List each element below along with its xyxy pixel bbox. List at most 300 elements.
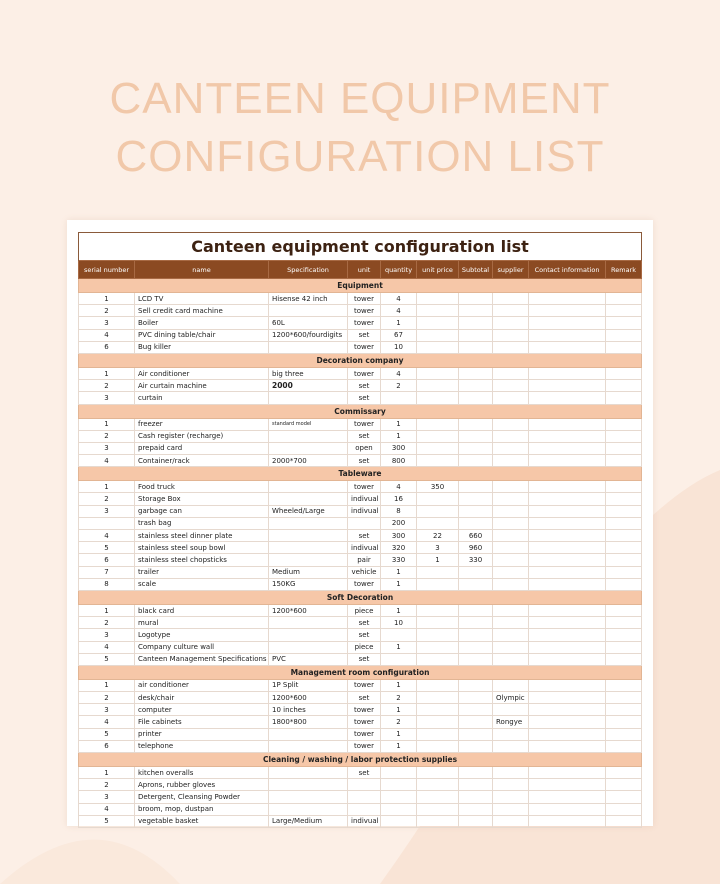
table-cell — [417, 617, 459, 629]
table-cell: mural — [135, 617, 269, 629]
table-cell — [606, 392, 642, 404]
table-cell — [493, 392, 529, 404]
table-cell: 5 — [79, 653, 135, 665]
table-cell: 300 — [381, 442, 417, 454]
table-cell — [417, 578, 459, 590]
hero-title — [0, 70, 720, 186]
table-cell — [459, 341, 493, 353]
table-cell — [348, 517, 381, 529]
table-cell — [269, 629, 348, 641]
table-cell: 200 — [381, 517, 417, 529]
table-cell — [269, 517, 348, 529]
table-cell — [529, 653, 606, 665]
table-cell: 2 — [381, 692, 417, 704]
table-row — [79, 779, 642, 791]
table-cell — [493, 430, 529, 442]
table-cell — [269, 305, 348, 317]
table-cell: set — [348, 380, 381, 392]
table-cell: 4 — [381, 481, 417, 493]
table-cell — [529, 442, 606, 454]
table-row — [79, 517, 642, 529]
table-cell — [529, 367, 606, 379]
table-cell — [269, 779, 348, 791]
table-cell — [459, 617, 493, 629]
table-cell — [459, 418, 493, 430]
table-cell — [606, 791, 642, 803]
table-row — [79, 317, 642, 329]
table-cell — [269, 554, 348, 566]
table-cell: broom, mop, dustpan — [135, 803, 269, 815]
table-cell: tower — [348, 418, 381, 430]
spreadsheet-preview-card — [67, 220, 653, 826]
table-cell: set — [348, 692, 381, 704]
section-header-row — [79, 404, 642, 418]
table-cell — [381, 779, 417, 791]
table-cell — [529, 341, 606, 353]
table-cell: 2 — [79, 779, 135, 791]
table-cell: 4 — [381, 293, 417, 305]
table-cell — [606, 653, 642, 665]
table-cell — [529, 317, 606, 329]
table-cell — [417, 455, 459, 467]
table-cell — [529, 641, 606, 653]
table-cell — [606, 566, 642, 578]
table-cell — [606, 779, 642, 791]
section-title: Cleaning / washing / labor protection supplies — [79, 753, 642, 767]
table-cell — [493, 629, 529, 641]
table-cell — [269, 341, 348, 353]
table-cell: 1800*800 — [269, 716, 348, 728]
table-cell: 1 — [381, 430, 417, 442]
table-cell: tower — [348, 481, 381, 493]
table-cell — [459, 641, 493, 653]
table-cell — [269, 493, 348, 505]
column-header: unit — [348, 261, 381, 279]
table-row — [79, 367, 642, 379]
table-cell: 1 — [381, 578, 417, 590]
table-cell: 4 — [79, 455, 135, 467]
table-cell: Air curtain machine — [135, 380, 269, 392]
table-cell: set — [348, 629, 381, 641]
table-cell: 3 — [79, 317, 135, 329]
table-cell — [529, 380, 606, 392]
table-row — [79, 704, 642, 716]
table-cell: curtain — [135, 392, 269, 404]
table-row — [79, 740, 642, 752]
table-row — [79, 380, 642, 392]
table-cell — [269, 803, 348, 815]
table-cell: 60L — [269, 317, 348, 329]
table-cell — [417, 629, 459, 641]
table-cell: Storage Box — [135, 493, 269, 505]
table-cell — [417, 716, 459, 728]
table-cell — [348, 803, 381, 815]
table-cell — [417, 728, 459, 740]
table-cell: set — [348, 455, 381, 467]
table-cell: kitchen overalls — [135, 767, 269, 779]
table-row — [79, 791, 642, 803]
table-row — [79, 554, 642, 566]
table-cell — [459, 740, 493, 752]
table-cell — [417, 604, 459, 616]
table-cell — [269, 542, 348, 554]
table-cell — [459, 329, 493, 341]
table-cell — [493, 481, 529, 493]
table-cell: 4 — [79, 803, 135, 815]
table-cell — [606, 481, 642, 493]
table-cell: File cabinets — [135, 716, 269, 728]
table-cell: 2000 — [269, 380, 348, 392]
table-cell — [493, 293, 529, 305]
table-cell: 1 — [381, 604, 417, 616]
table-row — [79, 617, 642, 629]
table-row — [79, 455, 642, 467]
table-cell: 1 — [381, 641, 417, 653]
section-title: Tableware — [79, 467, 642, 481]
table-cell — [606, 329, 642, 341]
table-cell: 2 — [381, 380, 417, 392]
table-cell — [269, 728, 348, 740]
table-cell: 1 — [79, 767, 135, 779]
table-cell — [493, 554, 529, 566]
table-cell — [269, 481, 348, 493]
table-cell — [459, 367, 493, 379]
table-cell — [381, 815, 417, 827]
table-cell — [529, 679, 606, 691]
table-cell — [606, 542, 642, 554]
table-cell: Logotype — [135, 629, 269, 641]
table-cell — [417, 430, 459, 442]
table-cell: 3 — [79, 791, 135, 803]
table-cell — [529, 740, 606, 752]
table-cell — [269, 641, 348, 653]
table-row — [79, 578, 642, 590]
table-cell: 2 — [79, 692, 135, 704]
table-cell — [417, 442, 459, 454]
table-cell — [459, 566, 493, 578]
table-cell: open — [348, 442, 381, 454]
table-cell: set — [348, 767, 381, 779]
table-cell — [493, 317, 529, 329]
table-cell — [459, 305, 493, 317]
table-row — [79, 641, 642, 653]
table-cell — [459, 392, 493, 404]
table-cell: 1200*600 — [269, 604, 348, 616]
table-cell: PVC — [269, 653, 348, 665]
section-title: Commissary — [79, 404, 642, 418]
table-cell — [529, 803, 606, 815]
table-row — [79, 481, 642, 493]
table-cell: trailer — [135, 566, 269, 578]
table-cell — [529, 716, 606, 728]
table-row — [79, 653, 642, 665]
table-cell — [417, 679, 459, 691]
table-cell: 150KG — [269, 578, 348, 590]
table-cell: PVC dining table/chair — [135, 329, 269, 341]
table-row — [79, 692, 642, 704]
table-row — [79, 542, 642, 554]
table-cell — [529, 617, 606, 629]
table-cell — [459, 317, 493, 329]
table-cell: indivual — [348, 493, 381, 505]
table-cell: 6 — [79, 554, 135, 566]
table-cell: 330 — [459, 554, 493, 566]
section-title: Decoration company — [79, 353, 642, 367]
table-cell — [529, 692, 606, 704]
table-cell — [529, 493, 606, 505]
table-cell: vegetable basket — [135, 815, 269, 827]
table-cell — [348, 791, 381, 803]
table-cell: 3 — [79, 505, 135, 517]
table-row — [79, 803, 642, 815]
table-cell — [606, 578, 642, 590]
table-cell — [493, 530, 529, 542]
table-cell: 5 — [79, 815, 135, 827]
table-cell: 800 — [381, 455, 417, 467]
table-cell: 10 inches — [269, 704, 348, 716]
column-header: serial number — [79, 261, 135, 279]
table-cell — [459, 803, 493, 815]
table-cell: 2 — [79, 380, 135, 392]
table-row — [79, 418, 642, 430]
table-cell — [606, 530, 642, 542]
table-cell — [459, 380, 493, 392]
table-cell — [606, 380, 642, 392]
table-cell: 6 — [79, 341, 135, 353]
table-cell — [459, 481, 493, 493]
table-cell — [459, 815, 493, 827]
table-row — [79, 716, 642, 728]
table-cell — [459, 679, 493, 691]
table-cell: 2 — [381, 716, 417, 728]
table-cell — [606, 740, 642, 752]
table-cell: 1 — [417, 554, 459, 566]
table-row — [79, 530, 642, 542]
table-cell: 2000*700 — [269, 455, 348, 467]
table-cell — [459, 692, 493, 704]
table-cell — [529, 392, 606, 404]
table-cell — [417, 317, 459, 329]
table-cell — [606, 728, 642, 740]
table-cell — [493, 517, 529, 529]
table-cell: set — [348, 617, 381, 629]
table-row — [79, 305, 642, 317]
section-header-row — [79, 665, 642, 679]
table-cell: 10 — [381, 341, 417, 353]
table-cell: 5 — [79, 728, 135, 740]
table-cell — [529, 293, 606, 305]
table-cell: 7 — [79, 566, 135, 578]
table-cell: 660 — [459, 530, 493, 542]
column-header: Specification — [269, 261, 348, 279]
table-row — [79, 505, 642, 517]
table-cell: piece — [348, 604, 381, 616]
table-cell — [529, 530, 606, 542]
table-cell: Cash register (recharge) — [135, 430, 269, 442]
table-cell — [493, 604, 529, 616]
table-cell — [529, 329, 606, 341]
hero-title-line-1: CANTEEN EQUIPMENT — [109, 74, 611, 123]
table-cell: 3 — [417, 542, 459, 554]
table-cell: pair — [348, 554, 381, 566]
table-cell — [606, 430, 642, 442]
table-row — [79, 566, 642, 578]
table-cell: Detergent, Cleansing Powder — [135, 791, 269, 803]
table-cell — [606, 554, 642, 566]
table-cell — [417, 566, 459, 578]
table-cell — [529, 791, 606, 803]
table-cell: prepaid card — [135, 442, 269, 454]
table-cell — [459, 604, 493, 616]
table-cell — [529, 779, 606, 791]
table-cell: 1 — [381, 418, 417, 430]
table-cell — [606, 803, 642, 815]
table-cell — [269, 430, 348, 442]
table-cell: tower — [348, 293, 381, 305]
table-cell — [348, 779, 381, 791]
table-cell — [606, 418, 642, 430]
table-cell — [269, 791, 348, 803]
column-header: Remark — [606, 261, 642, 279]
table-cell: trash bag — [135, 517, 269, 529]
table-cell: 1 — [79, 604, 135, 616]
table-cell — [417, 815, 459, 827]
table-cell — [493, 380, 529, 392]
table-cell — [606, 716, 642, 728]
table-cell — [459, 779, 493, 791]
table-cell: indivual — [348, 815, 381, 827]
section-title: Management room configuration — [79, 665, 642, 679]
table-cell: tower — [348, 728, 381, 740]
table-cell: 4 — [79, 716, 135, 728]
table-cell: printer — [135, 728, 269, 740]
table-cell — [417, 692, 459, 704]
table-cell — [606, 517, 642, 529]
table-cell — [493, 767, 529, 779]
table-cell — [606, 367, 642, 379]
table-cell: 330 — [381, 554, 417, 566]
table-cell — [493, 566, 529, 578]
table-cell — [529, 629, 606, 641]
table-cell — [493, 641, 529, 653]
table-cell: 67 — [381, 329, 417, 341]
table-cell — [493, 367, 529, 379]
sheet-title: Canteen equipment configuration list — [79, 233, 642, 261]
table-cell: 3 — [79, 392, 135, 404]
table-cell: set — [348, 653, 381, 665]
table-cell — [417, 704, 459, 716]
table-cell — [459, 442, 493, 454]
table-cell: tower — [348, 704, 381, 716]
table-cell — [529, 517, 606, 529]
table-cell: LCD TV — [135, 293, 269, 305]
table-cell — [493, 617, 529, 629]
table-cell: 1 — [79, 293, 135, 305]
table-cell — [493, 493, 529, 505]
table-cell — [417, 341, 459, 353]
table-cell: stainless steel chopsticks — [135, 554, 269, 566]
table-cell — [529, 505, 606, 517]
table-cell: 960 — [459, 542, 493, 554]
table-cell: Rongye — [493, 716, 529, 728]
table-row — [79, 341, 642, 353]
table-cell: 6 — [79, 740, 135, 752]
table-cell — [381, 767, 417, 779]
table-cell: 4 — [79, 530, 135, 542]
table-cell — [493, 728, 529, 740]
table-cell — [417, 493, 459, 505]
table-cell — [493, 341, 529, 353]
table-cell — [606, 617, 642, 629]
table-cell: standard model — [269, 418, 348, 430]
table-cell — [493, 704, 529, 716]
table-cell — [529, 767, 606, 779]
column-header: supplier — [493, 261, 529, 279]
table-cell — [606, 455, 642, 467]
table-cell — [269, 392, 348, 404]
table-cell: Large/Medium — [269, 815, 348, 827]
table-cell: computer — [135, 704, 269, 716]
table-cell: tower — [348, 740, 381, 752]
table-cell: Medium — [269, 566, 348, 578]
table-row — [79, 430, 642, 442]
table-cell — [493, 442, 529, 454]
table-cell — [459, 704, 493, 716]
table-cell: garbage can — [135, 505, 269, 517]
table-cell: 1200*600 — [269, 692, 348, 704]
table-cell: 4 — [381, 305, 417, 317]
table-cell — [417, 392, 459, 404]
table-cell: air conditioner — [135, 679, 269, 691]
table-cell — [529, 430, 606, 442]
table-cell — [269, 442, 348, 454]
column-header: name — [135, 261, 269, 279]
table-cell: set — [348, 329, 381, 341]
column-header: quantity — [381, 261, 417, 279]
table-cell — [493, 542, 529, 554]
table-cell: Company culture wall — [135, 641, 269, 653]
section-title: Equipment — [79, 279, 642, 293]
table-cell: Olympic — [493, 692, 529, 704]
table-cell: big three — [269, 367, 348, 379]
table-cell: 300 — [381, 530, 417, 542]
column-header: Subtotal — [459, 261, 493, 279]
table-cell — [417, 791, 459, 803]
table-row — [79, 815, 642, 827]
table-cell: indivual — [348, 542, 381, 554]
table-cell: desk/chair — [135, 692, 269, 704]
table-cell — [529, 418, 606, 430]
table-cell — [529, 305, 606, 317]
table-cell: scale — [135, 578, 269, 590]
table-cell: 320 — [381, 542, 417, 554]
table-cell: 2 — [79, 617, 135, 629]
table-cell: 1 — [381, 317, 417, 329]
table-cell: stainless steel soup bowl — [135, 542, 269, 554]
table-cell: 1 — [79, 367, 135, 379]
table-cell: 1 — [79, 679, 135, 691]
table-cell: 3 — [79, 442, 135, 454]
table-cell — [493, 815, 529, 827]
table-cell: set — [348, 430, 381, 442]
table-cell — [606, 317, 642, 329]
table-cell — [459, 517, 493, 529]
table-cell — [269, 767, 348, 779]
table-cell: 1 — [79, 481, 135, 493]
table-cell — [493, 329, 529, 341]
table-cell — [529, 728, 606, 740]
table-cell — [269, 617, 348, 629]
